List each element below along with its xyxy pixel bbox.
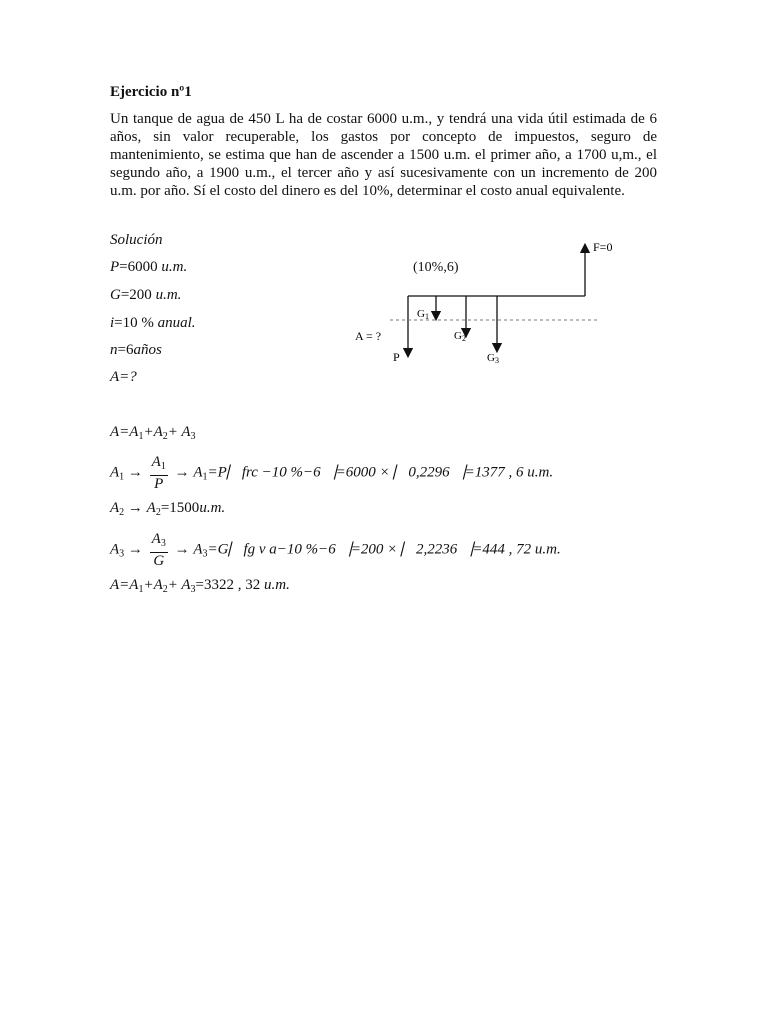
solution-label: Solución <box>110 232 163 248</box>
given-i: i=10 % anual. <box>110 315 196 331</box>
equation-A1: $A_1$ → $\frac{A_1}{P}$ → $A_1=P⎸frc -10$ %−6⎹=6000 × ⎸0,2296⎹=1377 , 6 u.m. <box>110 454 554 492</box>
equation-A2: $A_2 \to A_2=1500u.m$. <box>110 500 226 518</box>
given-G: G=200 u.m. <box>110 287 182 303</box>
present-value-label: P <box>393 350 400 364</box>
equation-total: $A=A_1+A_2+ A_3=3322$ , 32 u.m. <box>110 577 290 595</box>
gradient-1-label: G1 <box>417 308 429 321</box>
problem-statement: Un tanque de agua de 450 L ha de costar 6000 u.m., y tendrá una vida útil estimada de 6 años, sin valor recuperable, los gastos por concepto de impuestos, seguro de mantenimiento, se estima que han de ascender a 1500 u.m. el primer año, a 1700 u,m., el segundo año, a 1900 u.m., el tercer año y así sucesivamente con un incremento de 200 u.m. por año. Sí el costo del dinero es del 10%, determinar el costo anual equivalente. <box>110 111 657 199</box>
given-n: n=6años <box>110 342 162 358</box>
cash-flow-diagram <box>350 238 620 373</box>
equation-sum: $A=A_1+A_2+ A_3$ <box>110 424 196 442</box>
fraction-A1-P: $\frac{A_1}{P}$ <box>151 454 166 492</box>
gradient-3-label: G3 <box>487 352 499 365</box>
given-P: P=6000 u.m. <box>110 259 188 275</box>
gradient-2-label: G2 <box>454 330 466 343</box>
future-value-label: F=0 <box>593 240 613 254</box>
given-A: A=? <box>110 369 137 385</box>
rate-label: (10%,6) <box>413 260 459 275</box>
exercise-title: Ejercicio nº1 <box>110 84 192 100</box>
annuity-label: A = ? <box>355 329 382 343</box>
equation-A3: $A_3$ → $\frac{A_3}{G}$ → $A_3=G⎸fg$ v a−10 %−6⎹=200 × ⎸2,2236⎹=444 , 72 u.m. <box>110 531 561 569</box>
fraction-A3-G: $\frac{A_3}{G}$ <box>151 531 166 569</box>
